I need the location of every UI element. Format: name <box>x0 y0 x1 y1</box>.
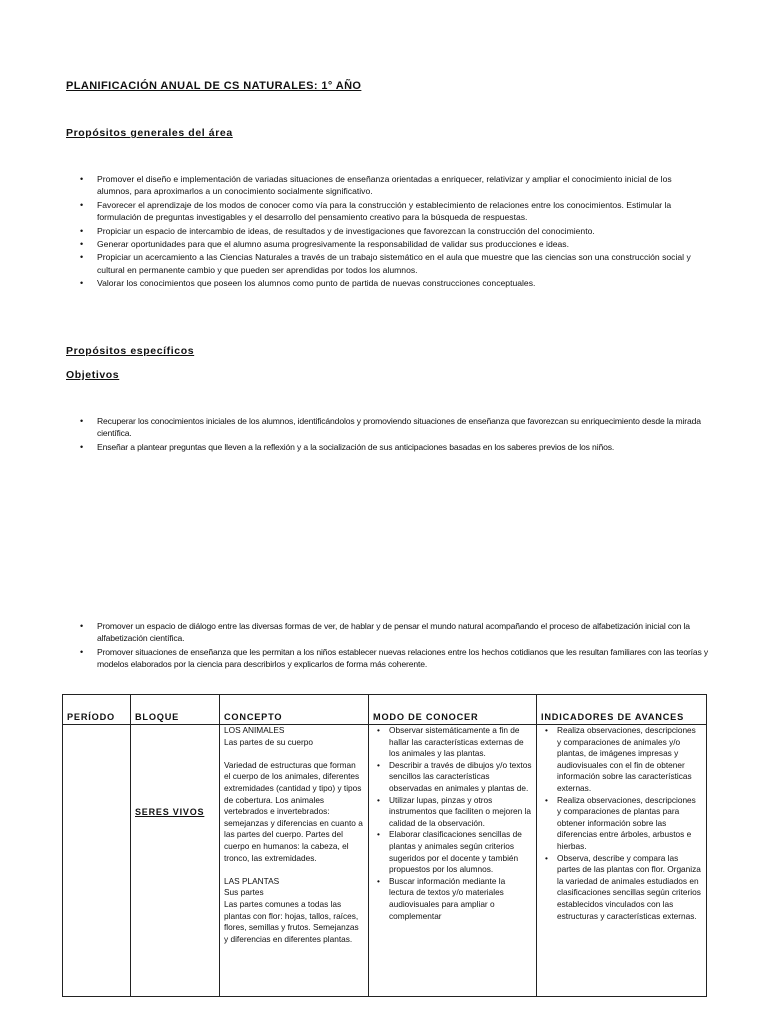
header-concepto: CONCEPTO <box>220 695 369 725</box>
list-item: • Recuperar los conocimientos iniciales de los alumnos, identificándolos y promoviendo situaciones de enseñanza que favorezcan su enriquecimiento desde la mirada científica. <box>66 415 726 440</box>
bloque-label: SERES VIVOS <box>135 807 205 817</box>
section-heading-objectives: Objetivos <box>66 369 120 381</box>
list-item: • Buscar información mediante la lectura de textos y/o materiales audiovisuales para ampliar o complementar <box>373 876 532 922</box>
table-row <box>63 725 707 997</box>
objectives-list <box>66 415 726 454</box>
list-item: • Promover un espacio de diálogo entre las diversas formas de ver, de hablar y de pensar el mundo natural acompañando el proceso de alfabetización inicial con la alfabetización científica. <box>66 620 726 645</box>
indicadores-list <box>541 725 702 922</box>
concepto-text <box>224 725 364 945</box>
list-item: • Propiciar un espacio de intercambio de ideas, de resultados y de investigaciones que favorezcan la construcción del conocimiento. <box>66 225 706 237</box>
section-heading-general: Propósitos generales del área <box>66 127 233 139</box>
periodo-cell <box>63 725 131 997</box>
additional-objectives-list <box>66 620 726 672</box>
bloque-cell <box>131 725 220 997</box>
page-title: PLANIFICACIÓN ANUAL DE CS NATURALES: 1° AÑO <box>66 80 362 92</box>
list-item: • Favorecer el aprendizaje de los modos de conocer como vía para la construcción y establecimiento de relaciones entre los conocimientos. Estimular la formulación de preguntas investigables y el desarrollo del pensamiento creativo para la búsqueda de respuestas. <box>66 199 706 224</box>
list-item: • Observa, describe y compara las partes de las plantas con flor. Organiza la variedad de animales estudiados en clasificaciones sencillas según criterios establecidos vinculados con las estructuras y características externas. <box>541 853 702 923</box>
concepto-paragraph: Las partes comunes a todas las plantas con flor: hojas, tallos, raíces, flores, semillas y frutos. Semejanzas y diferencias en diferentes plantas. <box>224 898 359 944</box>
header-modo-de-conocer: MODO DE CONOCER <box>369 695 537 725</box>
spacer <box>224 864 364 876</box>
indicadores-cell <box>537 725 707 997</box>
planning-table <box>62 694 707 997</box>
general-purposes-list <box>66 173 706 291</box>
modo-cell <box>369 725 537 997</box>
section-heading-specific: Propósitos específicos <box>66 345 195 357</box>
list-item: • Generar oportunidades para que el alumno asuma progresivamente la responsabilidad de validar sus producciones e ideas. <box>66 238 706 250</box>
list-item: • Elaborar clasificaciones sencillas de plantas y animales según criterios sugeridos por el docente y también propuestos por los alumnos. <box>373 829 532 875</box>
header-bloque: BLOQUE <box>131 695 220 725</box>
list-item: • Valorar los conocimientos que poseen los alumnos como punto de partida de nuevas construcciones conceptuales. <box>66 277 706 289</box>
spacer <box>224 748 364 760</box>
header-periodo: PERÍODO <box>63 695 131 725</box>
concepto-cell <box>220 725 369 997</box>
concepto-paragraph: Las partes de su cuerpo <box>224 736 314 747</box>
modo-list <box>373 725 532 922</box>
concepto-paragraph: Variedad de estructuras que forman el cuerpo de los animales, diferentes extremidades (cantidad y tipo) y tipos de cobertura. Los animales vertebrados e invertebrados: semejanzas y diferencias en cuanto a las partes del cuerpo. Partes del cuerpo en humanos: la cabeza, el tronco, las extremidades. <box>224 759 363 863</box>
concepto-paragraph: LOS ANIMALES <box>224 725 285 735</box>
header-indicadores: INDICADORES DE AVANCES <box>537 695 707 725</box>
list-item: • Observar sistemáticamente a fin de hallar las características externas de los animales y las plantas. <box>373 725 532 760</box>
list-item: • Enseñar a plantear preguntas que lleven a la reflexión y a la socialización de sus anticipaciones basadas en los saberes previos de los niños. <box>66 441 726 453</box>
list-item: • Realiza observaciones, descripciones y comparaciones de animales y/o plantas, de imágenes impresas y audiovisuales con el fin de obtener información sobre las características externas. <box>541 725 702 795</box>
concepto-paragraph: Sus partes <box>224 887 264 898</box>
list-item: • Describir a través de dibujos y/o textos sencillos las características observadas en animales y plantas de. <box>373 760 532 795</box>
concepto-paragraph: LAS PLANTAS <box>224 875 280 886</box>
list-item: • Promover el diseño e implementación de variadas situaciones de enseñanza orientadas a enriquecer, relativizar y ampliar el conocimiento inicial de los alumnos, para aproximarlos a un conocimiento socialmente significativo. <box>66 173 706 198</box>
list-item: • Promover situaciones de enseñanza que les permitan a los niños establecer nuevas relaciones entre los hechos cotidianos que les resultan familiares con las teorías y modelos elaborados por la ciencia para describirlos y explicarlos de forma más coherente. <box>66 646 726 671</box>
table-header-row <box>63 695 707 725</box>
list-item: • Realiza observaciones, descripciones y comparaciones de plantas para obtener información sobre las diferencias entre árboles, arbustos e hierbas. <box>541 795 702 853</box>
list-item: • Propiciar un acercamiento a las Ciencias Naturales a través de un trabajo sistemático en el aula que muestre que las ciencias son una construcción social y cultural en permanente cambio y que pueden ser aprendidas por todos los alumnos. <box>66 251 706 276</box>
list-item: • Utilizar lupas, pinzas y otros instrumentos que faciliten o mejoren la calidad de la observación. <box>373 795 532 830</box>
